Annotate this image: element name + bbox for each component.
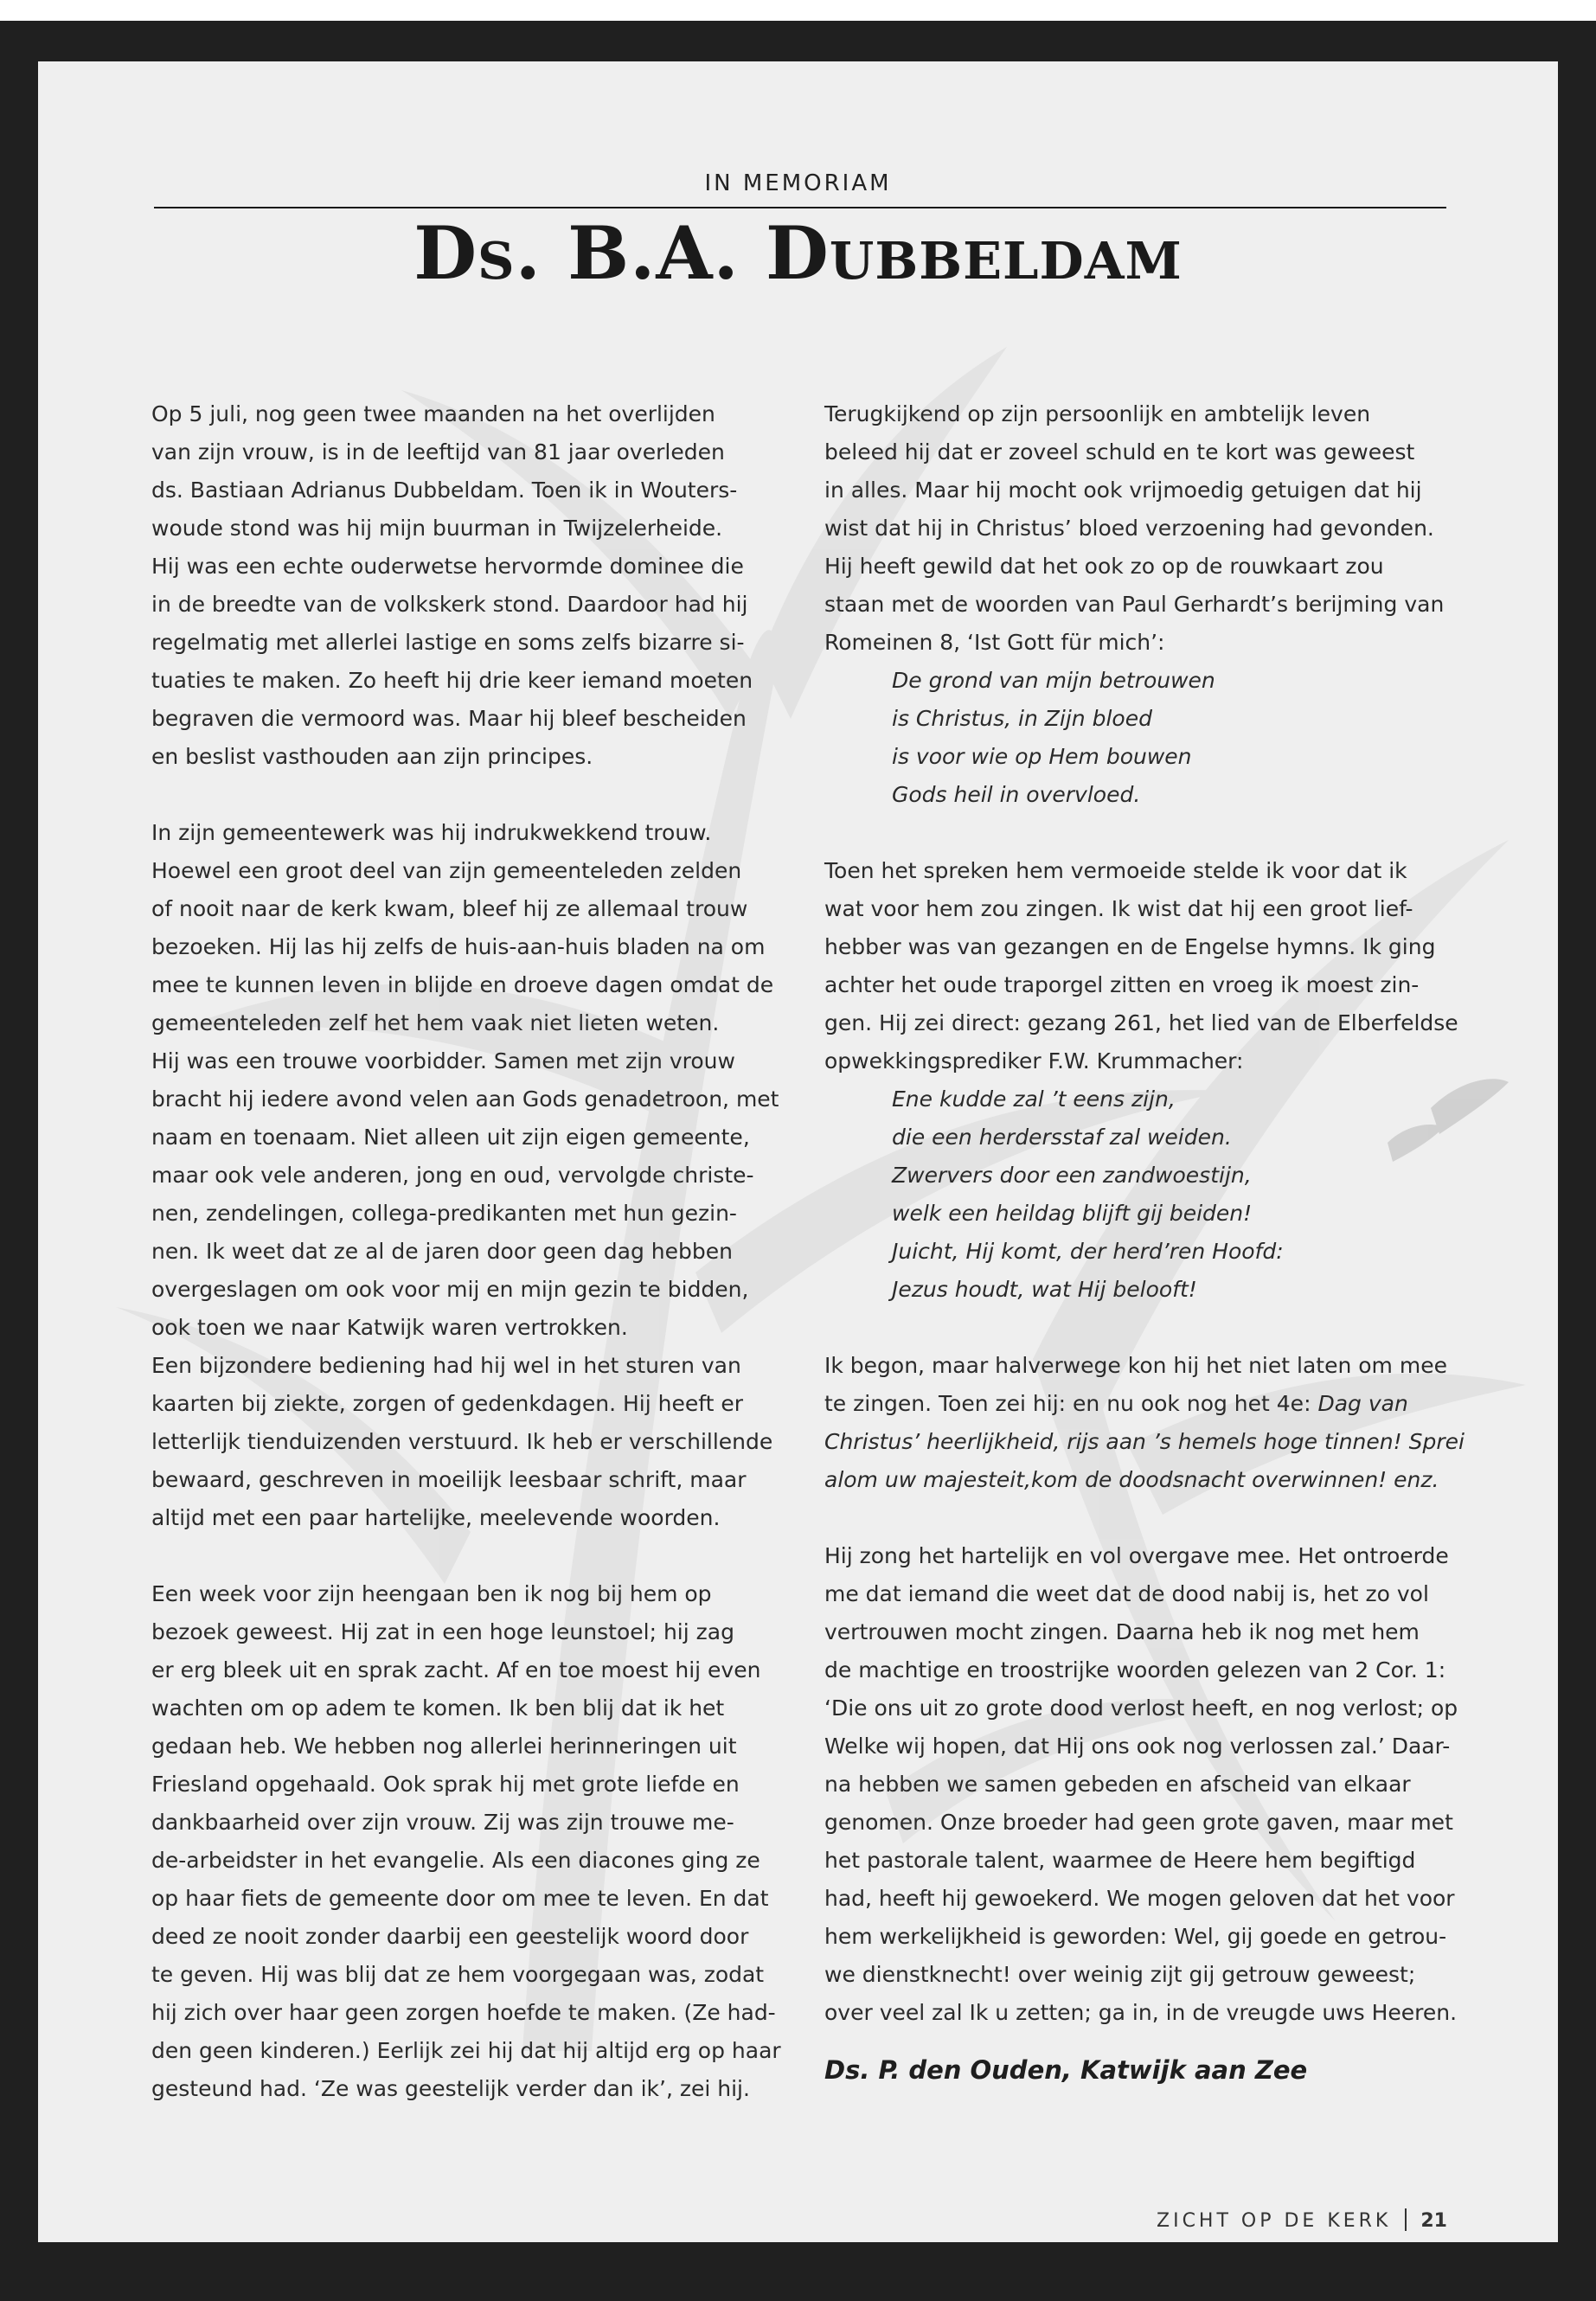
text-line: opwekkingsprediker F.W. Krummacher: <box>824 1048 1244 1074</box>
text-line: ‘Die ons uit zo grote dood verlost heeft, en nog verlost; op <box>824 1695 1458 1721</box>
text-line: op haar fiets de gemeente door om mee te leven. En dat <box>151 1886 769 1911</box>
text-line: achter het oude traporgel zitten en vroeg ik moest zin- <box>824 972 1420 997</box>
header-divider <box>154 207 1446 208</box>
text-line: Terugkijkend op zijn persoonlijk en ambtelijk leven <box>824 401 1371 426</box>
text-line: Hij was een echte ouderwetse hervormde dominee die <box>151 554 744 579</box>
text-line: nen, zendelingen, collega-predikanten met hun gezin- <box>151 1201 737 1226</box>
text-line: na hebben we samen gebeden en afscheid van elkaar <box>824 1772 1411 1797</box>
magazine-page <box>38 61 1558 2242</box>
paragraph-zingen <box>824 852 1482 1080</box>
text-line: we dienstknecht! over weinig zijt gij getrouw geweest; <box>824 1962 1416 1987</box>
text-line-plain: te zingen. Toen zei hij: en nu ook nog het 4e: <box>824 1391 1318 1416</box>
text-line: bezoeken. Hij las hij zelfs de huis-aan-huis bladen na om <box>151 934 766 959</box>
paragraph-gap <box>151 776 792 814</box>
paragraph-4e-vers <box>824 1347 1482 1499</box>
text-line: deed ze nooit zonder daarbij een geestelijk woord door <box>151 1924 749 1949</box>
text-line: Hij was een trouwe voorbidder. Samen met zijn vrouw <box>151 1048 735 1074</box>
text-line: regelmatig met allerlei lastige en soms zelfs bizarre si- <box>151 630 745 655</box>
text-line: letterlijk tienduizenden verstuurd. Ik heb er verschillende <box>151 1429 773 1454</box>
text-line: wat voor hem zou zingen. Ik wist dat hij een groot lief- <box>824 896 1413 921</box>
text-line: bezoek geweest. Hij zat in een hoge leunstoel; hij zag <box>151 1619 734 1644</box>
text-line: Hij zong het hartelijk en vol overgave mee. Het ontroerde <box>824 1543 1449 1568</box>
poem-line: die een herdersstaf zal weiden. <box>892 1125 1232 1150</box>
text-line: Toen het spreken hem vermoeide stelde ik voor dat ik <box>824 858 1407 883</box>
poem-line: Zwervers door een zandwoestijn, <box>892 1163 1252 1188</box>
text-line <box>824 1385 1482 1423</box>
page-frame <box>0 21 1596 2301</box>
text-line: overgeslagen om ook voor mij en mijn gezin te bidden, <box>151 1277 749 1302</box>
text-line: over veel zal Ik u zetten; ga in, in de vreugde uws Heeren. <box>824 2000 1458 2025</box>
poem-line: welk een heildag blijft gij beiden! <box>892 1201 1253 1226</box>
poem-line: De grond van mijn betrouwen <box>892 668 1215 693</box>
paragraph-gap <box>151 1537 792 1575</box>
text-line: mee te kunnen leven in blijde en droeve dagen omdat de <box>151 972 774 997</box>
paragraph-rouwkaart <box>824 395 1482 662</box>
text-line: Christus’ heerlijkheid, rijs aan ’s hemels hoge tinnen! Sprei <box>824 1429 1465 1454</box>
text-line: kaarten bij ziekte, zorgen of gedenkdagen. Hij heeft er <box>151 1391 743 1416</box>
text-line-italic: Dag van <box>1317 1391 1408 1416</box>
text-line: begraven die vermoord was. Maar hij bleef bescheiden <box>151 706 747 731</box>
article-title: Ds. B.A. Dubbeldam <box>413 210 1183 296</box>
text-line: in alles. Maar hij mocht ook vrijmoedig getuigen dat hij <box>824 478 1422 503</box>
left-column <box>151 395 792 2108</box>
text-line: Romeinen 8, ‘Ist Gott für mich’: <box>824 630 1165 655</box>
footer-separator <box>1405 2208 1407 2231</box>
text-line: Welke wij hopen, dat Hij ons ook nog verlossen zal.’ Daar- <box>824 1734 1451 1759</box>
text-line: hij zich over haar geen zorgen hoefde te maken. (Ze had- <box>151 2000 776 2025</box>
text-line: naam en toenaam. Niet alleen uit zijn eigen gemeente, <box>151 1125 750 1150</box>
page-footer <box>1157 2208 1447 2234</box>
text-line: de-arbeidster in het evangelie. Als een diacones ging ze <box>151 1848 760 1873</box>
poem-line: is voor wie op Hem bouwen <box>892 744 1192 769</box>
text-line: In zijn gemeentewerk was hij indrukwekkend trouw. <box>151 820 712 845</box>
text-line: ds. Bastiaan Adrianus Dubbeldam. Toen ik in Wouters- <box>151 478 738 503</box>
poem-gerhardt <box>824 662 1482 814</box>
text-line: er erg bleek uit en sprak zacht. Af en toe moest hij even <box>151 1657 761 1682</box>
text-line: en beslist vasthouden aan zijn principes. <box>151 744 593 769</box>
text-line: den geen kinderen.) Eerlijk zei hij dat hij altijd erg op haar <box>151 2038 781 2063</box>
text-line: vertrouwen mocht zingen. Daarna heb ik nog met hem <box>824 1619 1420 1644</box>
poem-line: Juicht, Hij komt, der herd’ren Hoofd: <box>892 1239 1284 1264</box>
poem-line: Jezus houdt, wat Hij belooft! <box>892 1277 1197 1302</box>
text-line: nen. Ik weet dat ze al de jaren door geen dag hebben <box>151 1239 733 1264</box>
text-line: genomen. Onze broeder had geen grote gaven, maar met <box>824 1810 1453 1835</box>
text-line: Een week voor zijn heengaan ben ik nog bij hem op <box>151 1581 712 1606</box>
text-line: Op 5 juli, nog geen twee maanden na het overlijden <box>151 401 715 426</box>
poem-line: Ene kudde zal ’t eens zijn, <box>892 1086 1176 1112</box>
page-number: 21 <box>1420 2210 1447 2232</box>
text-line: van zijn vrouw, is in de leeftijd van 81 jaar overleden <box>151 439 725 465</box>
text-line: bewaard, geschreven in moeilijk leesbaar schrift, maar <box>151 1467 747 1492</box>
text-line: Hoewel een groot deel van zijn gemeenteleden zelden <box>151 858 742 883</box>
text-line: of nooit naar de kerk kwam, bleef hij ze allemaal trouw <box>151 896 748 921</box>
text-line: wist dat hij in Christus’ bloed verzoening had gevonden. <box>824 516 1434 541</box>
text-line: Hij heeft gewild dat het ook zo op de rouwkaart zou <box>824 554 1384 579</box>
text-line: ook toen we naar Katwijk waren vertrokken. <box>151 1315 628 1340</box>
text-line: in de breedte van de volkskerk stond. Daardoor had hij <box>151 592 748 617</box>
text-line: had, heeft hij gewoekerd. We mogen geloven dat het voor <box>824 1886 1455 1911</box>
text-line: woude stond was hij mijn buurman in Twijzelerheide. <box>151 516 723 541</box>
text-line: hem werkelijkheid is geworden: Wel, gij goede en getrou- <box>824 1924 1447 1949</box>
text-line: alom uw majesteit,kom de doodsnacht overwinnen! enz. <box>824 1467 1439 1492</box>
text-line: hebber was van gezangen en de Engelse hymns. Ik ging <box>824 934 1436 959</box>
text-line: gesteund had. ‘Ze was geestelijk verder dan ik’, zei hij. <box>151 2076 750 2101</box>
text-line: Een bijzondere bediening had hij wel in het sturen van <box>151 1353 741 1378</box>
text-line: wachten om op adem te komen. Ik ben blij dat ik het <box>151 1695 725 1721</box>
text-line: staan met de woorden van Paul Gerhardt’s berijming van <box>824 592 1445 617</box>
poem-line: is Christus, in Zijn bloed <box>892 706 1152 731</box>
right-column <box>824 395 1482 2089</box>
section-kicker: IN MEMORIAM <box>704 170 892 196</box>
text-line: maar ook vele anderen, jong en oud, vervolgde christe- <box>151 1163 754 1188</box>
text-line: gemeenteleden zelf het hem vaak niet lieten weten. <box>151 1010 720 1035</box>
text-line: Friesland opgehaald. Ook sprak hij met grote liefde en <box>151 1772 740 1797</box>
text-line: me dat iemand die weet dat de dood nabij is, het zo vol <box>824 1581 1429 1606</box>
text-line: altijd met een paar hartelijke, meelevende woorden. <box>151 1505 721 1530</box>
text-line: dankbaarheid over zijn vrouw. Zij was zijn trouwe me- <box>151 1810 734 1835</box>
author-signature: Ds. P. den Ouden, Katwijk aan Zee <box>824 2055 1308 2085</box>
text-line: Ik begon, maar halverwege kon hij het niet laten om mee <box>824 1353 1447 1378</box>
poem-krummacher <box>824 1080 1482 1309</box>
magazine-name: ZICHT OP DE KERK <box>1157 2210 1392 2232</box>
paragraph-2-cor <box>824 1537 1482 2032</box>
text-line: beleed hij dat er zoveel schuld en te kort was geweest <box>824 439 1415 465</box>
text-line: te geven. Hij was blij dat ze hem voorgegaan was, zodat <box>151 1962 765 1987</box>
text-line: bracht hij iedere avond velen aan Gods genadetroon, met <box>151 1086 779 1112</box>
text-line: de machtige en troostrijke woorden gelezen van 2 Cor. 1: <box>824 1657 1446 1682</box>
text-line: tuaties te maken. Zo heeft hij drie keer iemand moeten <box>151 668 753 693</box>
poem-line: Gods heil in overvloed. <box>892 782 1141 807</box>
text-line: gedaan heb. We hebben nog allerlei herinneringen uit <box>151 1734 737 1759</box>
text-line: gen. Hij zei direct: gezang 261, het lied van de Elberfeldse <box>824 1010 1458 1035</box>
text-line: het pastorale talent, waarmee de Heere hem begiftigd <box>824 1848 1416 1873</box>
